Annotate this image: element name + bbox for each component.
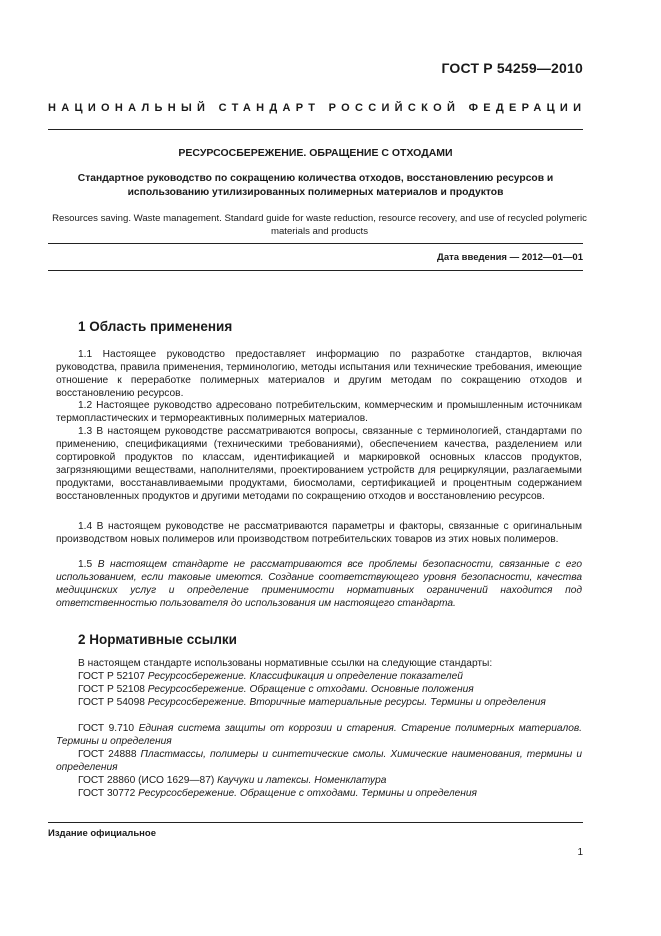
divider [48, 822, 583, 823]
national-standard-banner: НАЦИОНАЛЬНЫЙ СТАНДАРТ РОССИЙСКОЙ ФЕДЕРАЦИИ [48, 102, 587, 114]
reference-title: Ресурсосбережение. Классификация и определение показателей [147, 671, 463, 682]
divider [48, 243, 583, 244]
section-heading-scope: 1 Область применения [78, 319, 233, 334]
reference-title: Каучуки и латексы. Номенклатура [217, 775, 387, 786]
document-title-english: Resources saving. Waste management. Standard guide for waste reduction, resource recovery, and use of recycled polymeric materials and products [52, 213, 587, 237]
reference-title: Единая система защиты от коррозии и старения. Старение полимерных материалов. Термины и определения [56, 723, 583, 747]
document-subtitle: Стандартное руководство по сокращению количества отходов, восстановлению ресурсов и использованию утилизированных полимерных материалов и продуктов [77, 173, 554, 198]
reference-code: ГОСТ Р 52107 [78, 671, 148, 682]
paragraph-number: 1.5 [78, 559, 98, 570]
reference-code: ГОСТ Р 54098 [78, 697, 148, 708]
official-edition-label: Издание официальное [48, 828, 156, 839]
reference-item [56, 787, 582, 800]
introduction-date: Дата введения — 2012—01—01 [437, 252, 583, 263]
reference-title: Ресурсосбережение. Обращение с отходами. Термины и определения [138, 788, 477, 799]
reference-item [56, 670, 582, 683]
standard-code: ГОСТ Р 54259—2010 [441, 60, 583, 76]
reference-item [56, 748, 582, 774]
section-heading-references: 2 Нормативные ссылки [78, 632, 237, 647]
paragraph-1-5 [56, 558, 582, 610]
reference-item [56, 696, 582, 709]
paragraph-1-4: 1.4 В настоящем руководстве не рассматриваются параметры и факторы, связанные с оригинальным производством новых полимеров или производством потребительских товаров из этих новых полимеров. [56, 521, 582, 545]
reference-title: Пластмассы, полимеры и синтетические смолы. Химические наименования, термины и определения [56, 749, 582, 773]
paragraph-text: В настоящем стандарте не рассматриваются все проблемы безопасности, связанные с его использованием, если таковые имеются. Создание соответствующего уровня безопасности, качества медицинских услуг и определение применимости нормативных ограничений находится под ответственностью пользователя до использования им настоящего стандарта. [56, 559, 582, 609]
reference-code: ГОСТ 9.710 [78, 723, 139, 734]
reference-code: ГОСТ 28860 (ИСО 1629—87) [78, 775, 218, 786]
reference-item [56, 774, 582, 787]
paragraph-1-3: 1.3 В настоящем руководстве рассматриваются вопросы, связанные с терминологией, стандартами по применению, спецификациями (техническими требованиями), обеспечением качества, разделением или сортировкой продуктов по классам, идентификацией и маркировкой основных классов продуктов, загрязняющими веществами, наполнителями, проектированием устройств для рециркуляции, разлагаемыми продуктами, восстанавливаемыми продуктами, биосмолами, сертификацией и процентным содержанием восстановленных продуктов и другими методами по сокращению отходов и восстановлению ресурсов. [56, 426, 582, 502]
reference-item [56, 683, 582, 696]
reference-title: Ресурсосбережение. Обращение с отходами. Основные положения [147, 684, 474, 695]
paragraph-1-1: 1.1 Настоящее руководство предоставляет информацию по разработке стандартов, включая руководства, правила применения, терминологию, методы испытания или технические требования, имеющие отношение к переработке полимерных материалов и другим методам по сокращению отходов и восстановлению ресурсов. [56, 349, 582, 399]
page-number: 1 [577, 847, 583, 858]
divider [48, 270, 583, 271]
reference-code: ГОСТ 24888 [78, 749, 141, 760]
divider [48, 129, 583, 130]
references-intro: В настоящем стандарте использованы нормативные ссылки на следующие стандарты: [78, 658, 493, 669]
reference-code: ГОСТ 30772 [78, 788, 139, 799]
reference-item [56, 722, 582, 748]
reference-code: ГОСТ Р 52108 [78, 684, 148, 695]
document-title: РЕСУРСОСБЕРЕЖЕНИЕ. ОБРАЩЕНИЕ С ОТХОДАМИ [178, 147, 453, 159]
reference-title: Ресурсосбережение. Вторичные материальные ресурсы. Термины и определения [147, 697, 546, 708]
paragraph-1-2: 1.2 Настоящее руководство адресовано потребительским, коммерческим и промышленным источникам термопластических и термореактивных полимерных материалов. [56, 400, 582, 424]
